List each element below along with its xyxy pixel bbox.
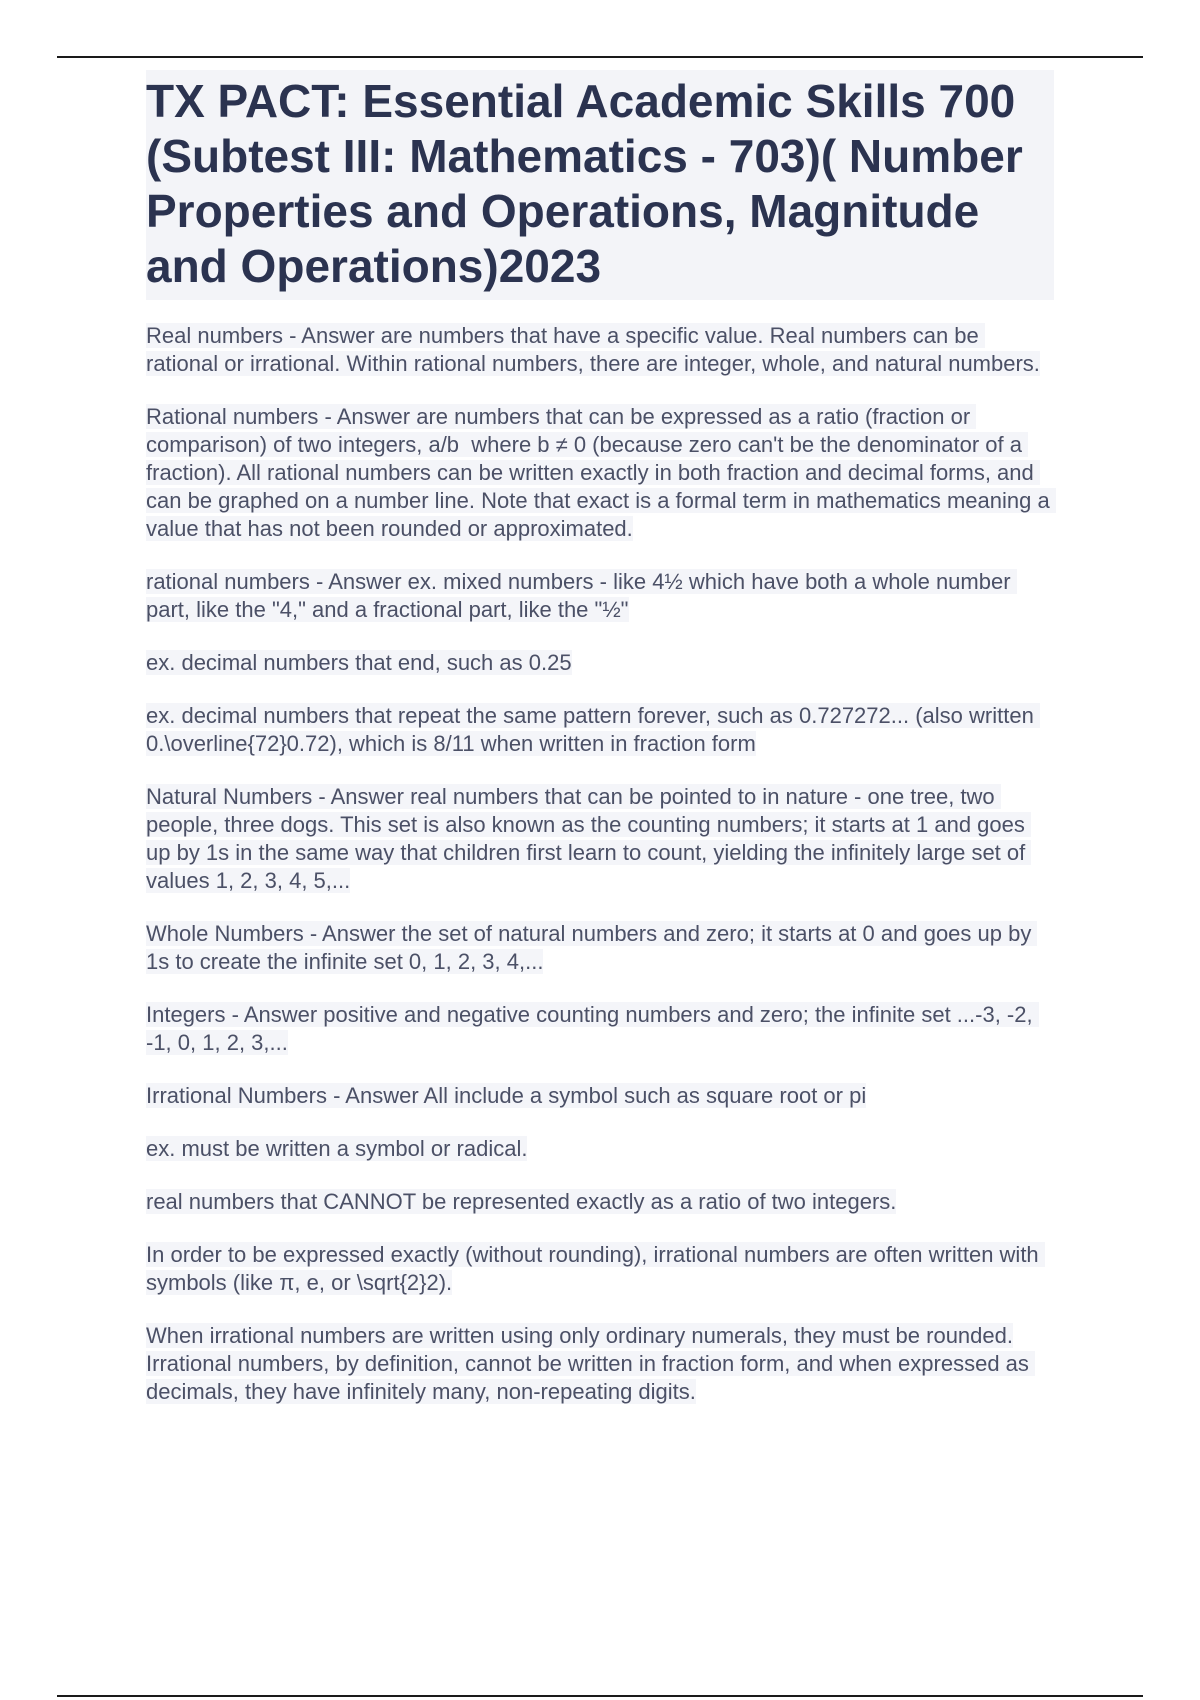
entry-text: Natural Numbers - Answer real numbers that can be pointed to in nature - one tree, two people, three dogs. This set is also known as the counting numbers; it starts at 1 and goes up by 1s in the same way that children first learn to count, yielding the infinitely large set of values 1, 2, 3, 4, 5,... [146,784,1032,893]
entry-text: In order to be expressed exactly (without rounding), irrational numbers are often written with symbols (like π, e, or \sqrt{2}2). [146,1242,1045,1295]
entry-list [146,322,1054,1406]
entry-irrational-definition [146,1350,1054,1406]
page-content [146,70,1054,1431]
entry-real-numbers [146,322,1054,378]
entry-text: real numbers that CANNOT be represented exactly as a ratio of two integers. [146,1189,897,1214]
entry-irrational-ratio [146,1188,1054,1216]
entry-text: When irrational numbers are written using only ordinary numerals, they must be rounded. [146,1323,1013,1348]
entry-irrational-symbols [146,1241,1054,1297]
entry-integers [146,1001,1054,1057]
entry-irrational-symbol [146,1135,1054,1163]
entry-rational-mixed-numbers [146,568,1054,624]
entry-text: ex. decimal numbers that repeat the same pattern forever, such as 0.727272... (also written 0.\overline{72}0.72), which is 8/11 when written in fraction form [146,703,1040,756]
entry-decimal-end [146,649,1054,677]
entry-irrational-numbers [146,1082,1054,1110]
entry-irrational-rounded [146,1322,1054,1350]
entry-text: ex. decimal numbers that end, such as 0.25 [146,650,572,675]
document-title: TX PACT: Essential Academic Skills 700 (Subtest III: Mathematics - 703)( Number Properties and Operations, Magnitude and Operations)2023 [146,70,1054,300]
entry-text: Real numbers - Answer are numbers that have a specific value. Real numbers can be rational or irrational. Within rational numbers, there are integer, whole, and natural numbers. [146,323,1040,376]
entry-rational-numbers [146,403,1054,543]
entry-text: ex. must be written a symbol or radical. [146,1136,528,1161]
entry-decimal-repeat [146,702,1054,758]
bottom-rule [57,1695,1143,1697]
entry-text: Irrational Numbers - Answer All include a symbol such as square root or pi [146,1083,867,1108]
entry-text: Irrational numbers, by definition, cannot be written in fraction form, and when expressed as decimals, they have infinitely many, non-repeating digits. [146,1351,1036,1404]
entry-text: Integers - Answer positive and negative counting numbers and zero; the infinite set ...-3, -2, -1, 0, 1, 2, 3,... [146,1002,1039,1055]
entry-natural-numbers [146,783,1054,895]
entry-text: Whole Numbers - Answer the set of natural numbers and zero; it starts at 0 and goes up by 1s to create the infinite set 0, 1, 2, 3, 4,... [146,921,1038,974]
entry-whole-numbers [146,920,1054,976]
entry-text: Rational numbers - Answer are numbers that can be expressed as a ratio (fraction or comparison) of two integers, a/b where b ≠ 0 (because zero can't be the denominator of a fraction). All rational numbers can be written exactly in both fraction and decimal forms, and can be graphed on a number line. Note that exact is a formal term in mathematics meaning a value that has not been rounded or approximated. [146,404,1056,541]
entry-text: rational numbers - Answer ex. mixed numbers - like 4½ which have both a whole number part, like the "4," and a fractional part, like the "½" [146,569,1017,622]
top-rule [57,56,1143,58]
